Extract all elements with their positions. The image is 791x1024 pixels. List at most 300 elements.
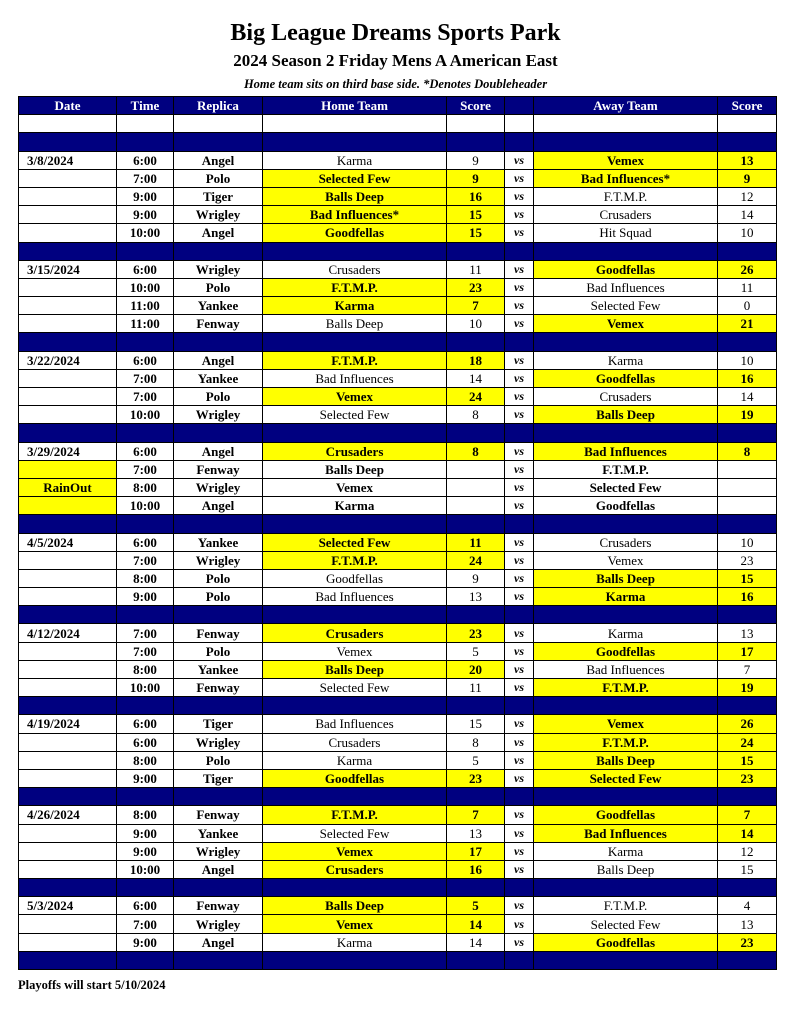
home-team: Karma — [263, 751, 447, 769]
away-team: Crusaders — [534, 533, 718, 551]
spacer-cell — [19, 606, 117, 624]
home-team: Selected Few — [263, 169, 447, 187]
away-team: Balls Deep — [534, 751, 718, 769]
game-date — [19, 187, 117, 205]
vs-label: vs — [505, 588, 534, 606]
week-separator — [19, 515, 777, 533]
away-team: Selected Few — [534, 769, 718, 787]
game-time: 6:00 — [117, 151, 174, 169]
vs-label: vs — [505, 369, 534, 387]
game-date — [19, 315, 117, 333]
game-time: 6:00 — [117, 442, 174, 460]
away-score: 13 — [718, 624, 777, 642]
spacer-cell — [19, 242, 117, 260]
away-team: Goodfellas — [534, 806, 718, 824]
home-team: Selected Few — [263, 533, 447, 551]
game-date: 5/3/2024 — [19, 897, 117, 915]
spacer-cell — [447, 333, 505, 351]
game-time: 10:00 — [117, 278, 174, 296]
game-time: 10:00 — [117, 679, 174, 697]
vs-label: vs — [505, 915, 534, 933]
game-time: 10:00 — [117, 406, 174, 424]
home-score — [447, 478, 505, 496]
vs-label: vs — [505, 860, 534, 878]
game-row — [19, 824, 777, 842]
game-row — [19, 224, 777, 242]
home-score: 13 — [447, 824, 505, 842]
home-score: 8 — [447, 406, 505, 424]
spacer-cell — [263, 951, 447, 969]
game-row — [19, 369, 777, 387]
home-score: 10 — [447, 315, 505, 333]
home-team: Vemex — [263, 842, 447, 860]
away-team: Karma — [534, 842, 718, 860]
rainout-label: RainOut — [19, 478, 117, 496]
spacer-cell — [117, 951, 174, 969]
game-date — [19, 569, 117, 587]
spacer-cell — [19, 697, 117, 715]
vs-label: vs — [505, 715, 534, 733]
spacer-cell — [447, 515, 505, 533]
game-time: 9:00 — [117, 842, 174, 860]
col-header-replica: Replica — [174, 97, 263, 115]
game-row — [19, 460, 777, 478]
spacer-cell — [718, 788, 777, 806]
home-score: 5 — [447, 751, 505, 769]
home-team-note: Home team sits on third base side. *Denotes Doubleheader — [243, 77, 548, 91]
spacer-cell — [505, 606, 534, 624]
game-time: 8:00 — [117, 751, 174, 769]
home-team: Bad Influences — [263, 588, 447, 606]
spacer-cell — [263, 515, 447, 533]
spacer-cell — [718, 697, 777, 715]
game-row — [19, 588, 777, 606]
away-team: Goodfellas — [534, 369, 718, 387]
game-replica: Angel — [174, 497, 263, 515]
game-replica: Angel — [174, 442, 263, 460]
spacer-cell — [174, 697, 263, 715]
spacer-cell — [19, 424, 117, 442]
spacer-cell — [117, 697, 174, 715]
game-replica: Polo — [174, 388, 263, 406]
game-time: 7:00 — [117, 369, 174, 387]
game-replica: Tiger — [174, 715, 263, 733]
home-score: 15 — [447, 206, 505, 224]
game-row — [19, 733, 777, 751]
game-replica: Wrigley — [174, 733, 263, 751]
vs-label: vs — [505, 897, 534, 915]
game-date: 4/19/2024 — [19, 715, 117, 733]
spacer-cell — [534, 333, 718, 351]
game-time: 11:00 — [117, 297, 174, 315]
game-replica: Angel — [174, 151, 263, 169]
spacer-cell — [19, 788, 117, 806]
away-score: 23 — [718, 769, 777, 787]
home-team: F.T.M.P. — [263, 806, 447, 824]
away-team: F.T.M.P. — [534, 733, 718, 751]
away-score: 10 — [718, 224, 777, 242]
spacer-cell — [174, 606, 263, 624]
home-score: 14 — [447, 933, 505, 951]
spacer-cell — [447, 788, 505, 806]
home-team: Karma — [263, 151, 447, 169]
game-row — [19, 297, 777, 315]
home-score — [447, 497, 505, 515]
spacer-cell — [117, 115, 174, 133]
game-replica: Wrigley — [174, 551, 263, 569]
away-team: Balls Deep — [534, 569, 718, 587]
game-time: 11:00 — [117, 315, 174, 333]
game-replica: Angel — [174, 351, 263, 369]
spacer-cell — [263, 333, 447, 351]
game-date — [19, 369, 117, 387]
col-header-home-score: Score — [447, 97, 505, 115]
game-date: 3/15/2024 — [19, 260, 117, 278]
game-date — [19, 769, 117, 787]
spacer-cell — [447, 115, 505, 133]
vs-label: vs — [505, 315, 534, 333]
spacer-cell — [263, 788, 447, 806]
game-replica: Angel — [174, 933, 263, 951]
vs-label: vs — [505, 224, 534, 242]
game-row — [19, 388, 777, 406]
home-score: 8 — [447, 442, 505, 460]
spacer-cell — [19, 515, 117, 533]
away-score — [718, 497, 777, 515]
game-row — [19, 497, 777, 515]
spacer-cell — [505, 951, 534, 969]
spacer-cell — [263, 879, 447, 897]
away-team: F.T.M.P. — [534, 460, 718, 478]
vs-label: vs — [505, 206, 534, 224]
game-replica: Fenway — [174, 897, 263, 915]
spacer-cell — [718, 133, 777, 151]
game-replica: Fenway — [174, 460, 263, 478]
playoffs-footer: Playoffs will start 5/10/2024 — [18, 978, 166, 992]
home-score: 13 — [447, 588, 505, 606]
week-separator — [19, 951, 777, 969]
game-replica: Polo — [174, 278, 263, 296]
home-team: Balls Deep — [263, 187, 447, 205]
home-score: 7 — [447, 806, 505, 824]
away-team: Selected Few — [534, 915, 718, 933]
game-time: 9:00 — [117, 206, 174, 224]
away-team: Bad Influences — [534, 442, 718, 460]
game-row — [19, 206, 777, 224]
away-score: 15 — [718, 860, 777, 878]
spacer-cell — [447, 951, 505, 969]
vs-label: vs — [505, 533, 534, 551]
home-team: Balls Deep — [263, 460, 447, 478]
away-score: 10 — [718, 533, 777, 551]
game-date — [19, 915, 117, 933]
game-row — [19, 351, 777, 369]
col-header-away-team: Away Team — [534, 97, 718, 115]
vs-label: vs — [505, 442, 534, 460]
game-row — [19, 842, 777, 860]
away-score: 24 — [718, 733, 777, 751]
spacer-cell — [505, 133, 534, 151]
away-team: Vemex — [534, 715, 718, 733]
spacer-cell — [263, 242, 447, 260]
vs-label: vs — [505, 660, 534, 678]
away-score: 15 — [718, 751, 777, 769]
game-date: 3/29/2024 — [19, 442, 117, 460]
col-header-home-team: Home Team — [263, 97, 447, 115]
game-date — [19, 660, 117, 678]
away-score: 14 — [718, 824, 777, 842]
game-row — [19, 169, 777, 187]
home-team: Balls Deep — [263, 660, 447, 678]
spacer-cell — [505, 242, 534, 260]
game-replica: Polo — [174, 569, 263, 587]
game-replica: Yankee — [174, 297, 263, 315]
game-row — [19, 715, 777, 733]
spacer-cell — [534, 879, 718, 897]
spacer-cell — [718, 879, 777, 897]
vs-label: vs — [505, 933, 534, 951]
week-separator — [19, 424, 777, 442]
away-team: Bad Influences — [534, 278, 718, 296]
game-replica: Wrigley — [174, 260, 263, 278]
home-score: 5 — [447, 897, 505, 915]
vs-label: vs — [505, 460, 534, 478]
page-subtitle: 2024 Season 2 Friday Mens A American East — [233, 51, 558, 70]
home-score: 15 — [447, 715, 505, 733]
game-replica: Fenway — [174, 679, 263, 697]
home-team: Karma — [263, 297, 447, 315]
spacer-cell — [117, 133, 174, 151]
spacer-cell — [117, 879, 174, 897]
game-row — [19, 315, 777, 333]
spacer-cell — [263, 115, 447, 133]
game-date — [19, 278, 117, 296]
week-separator — [19, 333, 777, 351]
spacer-cell — [263, 424, 447, 442]
game-date — [19, 169, 117, 187]
away-score: 13 — [718, 915, 777, 933]
game-time: 6:00 — [117, 733, 174, 751]
game-date — [19, 388, 117, 406]
away-team: Bad Influences — [534, 660, 718, 678]
home-score: 17 — [447, 842, 505, 860]
away-team: Goodfellas — [534, 933, 718, 951]
home-team: Goodfellas — [263, 569, 447, 587]
game-replica: Wrigley — [174, 406, 263, 424]
game-row — [19, 679, 777, 697]
game-date — [19, 551, 117, 569]
home-score: 20 — [447, 660, 505, 678]
home-team: F.T.M.P. — [263, 551, 447, 569]
spacer-cell — [19, 951, 117, 969]
game-time: 6:00 — [117, 897, 174, 915]
away-score: 16 — [718, 588, 777, 606]
game-date — [19, 679, 117, 697]
game-row — [19, 624, 777, 642]
vs-label: vs — [505, 278, 534, 296]
away-team: Balls Deep — [534, 406, 718, 424]
home-team: Crusaders — [263, 733, 447, 751]
table-header-row — [19, 97, 777, 115]
away-team: Karma — [534, 588, 718, 606]
away-score: 26 — [718, 260, 777, 278]
spacer-cell — [174, 115, 263, 133]
game-replica: Wrigley — [174, 842, 263, 860]
game-replica: Yankee — [174, 533, 263, 551]
spacer-cell — [263, 606, 447, 624]
away-team: Goodfellas — [534, 497, 718, 515]
home-team: Vemex — [263, 388, 447, 406]
game-time: 6:00 — [117, 715, 174, 733]
game-date — [19, 824, 117, 842]
spacer-cell — [117, 515, 174, 533]
vs-label: vs — [505, 260, 534, 278]
spacer-cell — [534, 606, 718, 624]
spacer-cell — [117, 424, 174, 442]
game-date — [19, 297, 117, 315]
away-score: 10 — [718, 351, 777, 369]
game-time: 7:00 — [117, 624, 174, 642]
page-title: Big League Dreams Sports Park — [230, 20, 561, 46]
spacer-cell — [447, 424, 505, 442]
game-date — [19, 933, 117, 951]
home-score: 24 — [447, 551, 505, 569]
game-date: 4/5/2024 — [19, 533, 117, 551]
home-score: 24 — [447, 388, 505, 406]
home-score: 9 — [447, 169, 505, 187]
home-team: Selected Few — [263, 406, 447, 424]
vs-label: vs — [505, 769, 534, 787]
game-time: 9:00 — [117, 824, 174, 842]
game-date — [19, 497, 117, 515]
game-row — [19, 751, 777, 769]
spacer-cell — [534, 951, 718, 969]
game-time: 8:00 — [117, 569, 174, 587]
game-replica: Wrigley — [174, 915, 263, 933]
game-time: 10:00 — [117, 497, 174, 515]
away-score: 12 — [718, 842, 777, 860]
away-team: Bad Influences* — [534, 169, 718, 187]
vs-label: vs — [505, 824, 534, 842]
game-row — [19, 915, 777, 933]
spacer-cell — [718, 242, 777, 260]
spacer-cell — [19, 115, 117, 133]
home-team: Karma — [263, 497, 447, 515]
spacer-cell — [174, 951, 263, 969]
spacer-cell — [117, 242, 174, 260]
away-team: Goodfellas — [534, 642, 718, 660]
spacer-cell — [447, 133, 505, 151]
vs-label: vs — [505, 351, 534, 369]
away-score: 23 — [718, 551, 777, 569]
game-row — [19, 569, 777, 587]
away-score: 9 — [718, 169, 777, 187]
game-date: 4/12/2024 — [19, 624, 117, 642]
home-score: 11 — [447, 533, 505, 551]
game-replica: Wrigley — [174, 478, 263, 496]
home-team: Crusaders — [263, 860, 447, 878]
blank-row — [19, 115, 777, 133]
game-row — [19, 933, 777, 951]
home-team: Crusaders — [263, 624, 447, 642]
away-team: Karma — [534, 624, 718, 642]
game-date — [19, 751, 117, 769]
away-score: 16 — [718, 369, 777, 387]
game-replica: Polo — [174, 751, 263, 769]
spacer-cell — [263, 133, 447, 151]
spacer-cell — [19, 133, 117, 151]
game-row — [19, 806, 777, 824]
home-score: 7 — [447, 297, 505, 315]
vs-label: vs — [505, 842, 534, 860]
spacer-cell — [447, 606, 505, 624]
game-row — [19, 642, 777, 660]
spacer-cell — [174, 333, 263, 351]
home-team: Vemex — [263, 915, 447, 933]
home-team: F.T.M.P. — [263, 351, 447, 369]
away-score: 14 — [718, 388, 777, 406]
spacer-cell — [534, 133, 718, 151]
spacer-cell — [505, 788, 534, 806]
away-team: F.T.M.P. — [534, 187, 718, 205]
game-row — [19, 769, 777, 787]
game-time: 9:00 — [117, 769, 174, 787]
spacer-cell — [174, 133, 263, 151]
spacer-cell — [505, 333, 534, 351]
schedule-table — [18, 96, 777, 970]
away-team: Hit Squad — [534, 224, 718, 242]
game-time: 9:00 — [117, 187, 174, 205]
game-time: 7:00 — [117, 460, 174, 478]
home-team: Goodfellas — [263, 224, 447, 242]
spacer-cell — [174, 788, 263, 806]
away-score: 7 — [718, 806, 777, 824]
col-header-time: Time — [117, 97, 174, 115]
away-score: 17 — [718, 642, 777, 660]
home-score: 9 — [447, 569, 505, 587]
spacer-cell — [718, 333, 777, 351]
home-team: Balls Deep — [263, 897, 447, 915]
game-row — [19, 533, 777, 551]
spacer-cell — [534, 697, 718, 715]
vs-label: vs — [505, 297, 534, 315]
vs-label: vs — [505, 187, 534, 205]
home-team: Selected Few — [263, 679, 447, 697]
away-score: 11 — [718, 278, 777, 296]
away-team: Vemex — [534, 315, 718, 333]
home-team: Crusaders — [263, 260, 447, 278]
game-replica: Polo — [174, 169, 263, 187]
spacer-cell — [447, 242, 505, 260]
away-team: Balls Deep — [534, 860, 718, 878]
spacer-cell — [534, 788, 718, 806]
away-score: 7 — [718, 660, 777, 678]
vs-label: vs — [505, 569, 534, 587]
col-header-away-score: Score — [718, 97, 777, 115]
vs-label: vs — [505, 169, 534, 187]
game-time: 8:00 — [117, 660, 174, 678]
game-date — [19, 860, 117, 878]
game-replica: Wrigley — [174, 206, 263, 224]
away-team: Crusaders — [534, 206, 718, 224]
spacer-cell — [174, 242, 263, 260]
game-date — [19, 842, 117, 860]
vs-label: vs — [505, 751, 534, 769]
game-date — [19, 642, 117, 660]
home-score: 14 — [447, 369, 505, 387]
home-score: 11 — [447, 260, 505, 278]
vs-label: vs — [505, 624, 534, 642]
